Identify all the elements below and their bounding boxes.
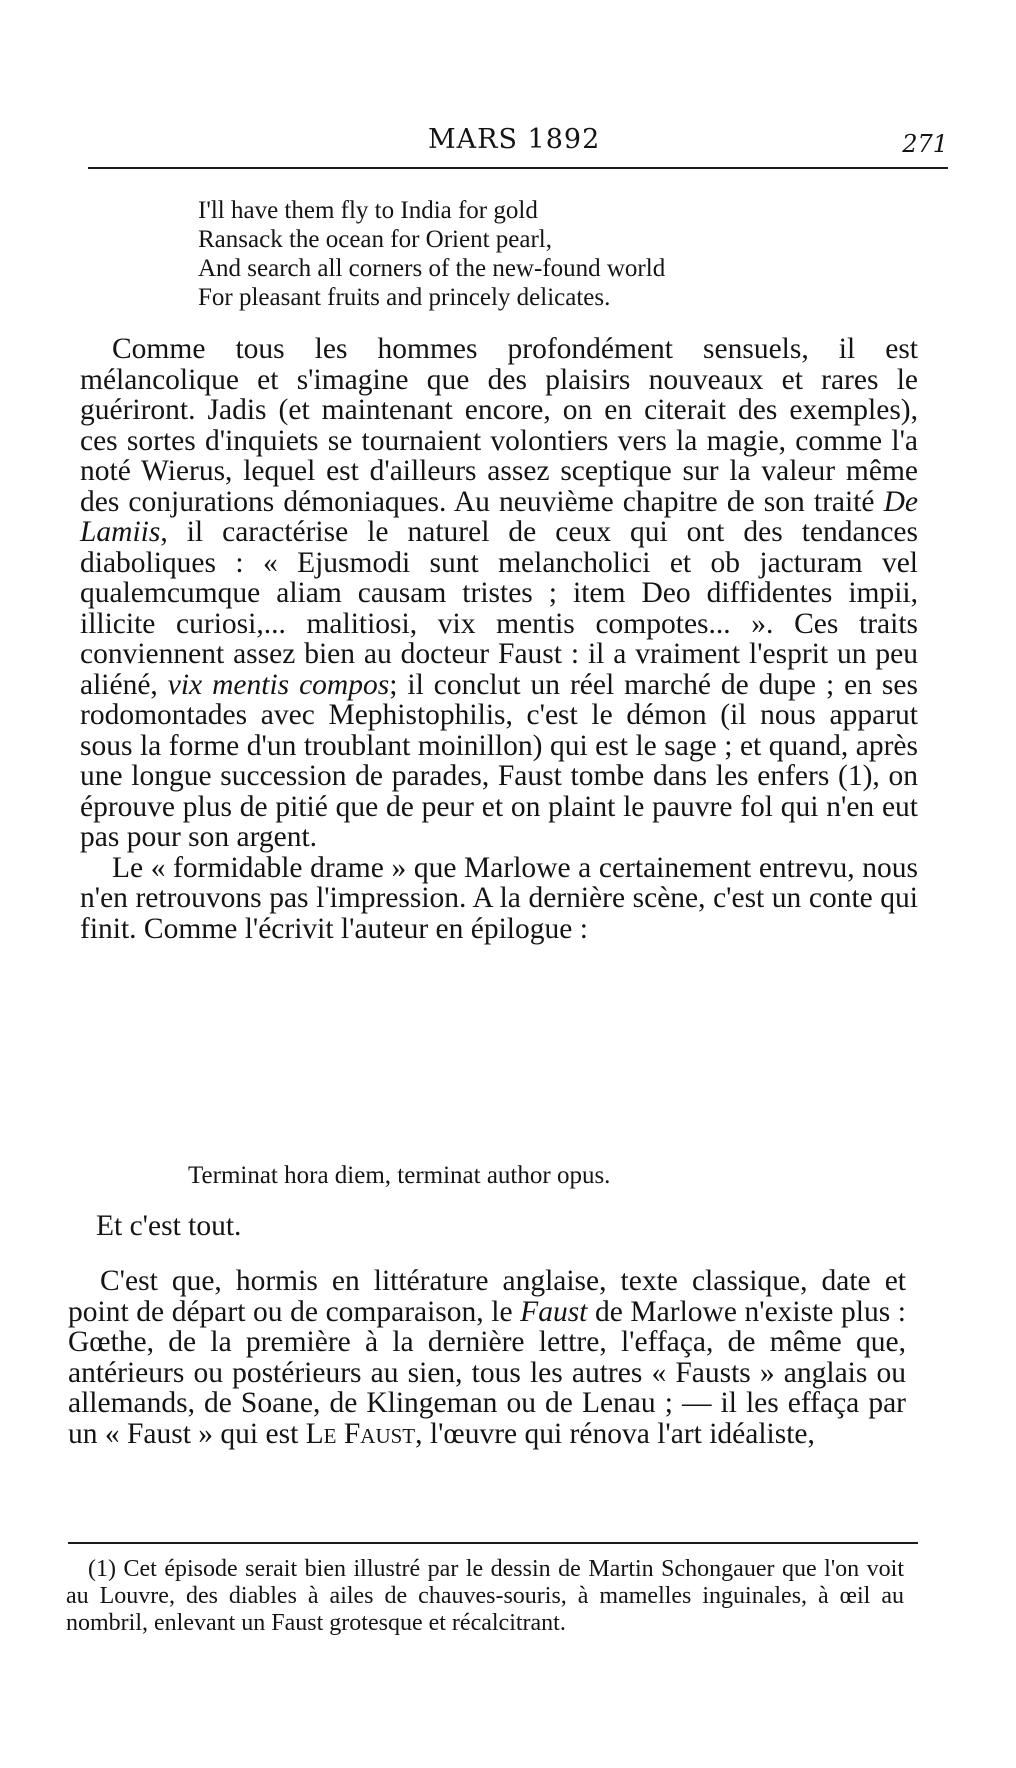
paragraph-drame: Le « formidable drame » que Marlowe a certainement entrevu, nous n'en retrouvons pas l'impression. A la dernière scène, c'est un conte qui finit. Comme l'écrivit l'auteur en épilogue : [80,851,918,945]
le-faust-small-caps: Le Faust [305,1417,416,1450]
verse-line: For pleasant fruits and princely delicates. [198,284,611,311]
paragraph-text: ; il conclut un réel marché de dupe ; en ses rodomontades avec Mephistophilis, c'est le démon (il nous apparut sous la forme d'un troublant moinillon) qui est le sage ; et quand, après une longue succession de parades, Faust tombe dans les enfers (1), on éprouve plus de pitié que de peur et on plaint le pauvre fol qui n'en eut pas pour son argent. [80,668,918,853]
verse-line: I'll have them fly to India for gold [198,197,538,224]
footnote [66,1556,904,1637]
page-number: 271 [902,130,948,158]
running-head: MARS 1892 [428,124,601,155]
paragraph-text: , l'œuvre qui rénova l'art idéaliste, [415,1417,815,1450]
header-rule [88,167,948,169]
verse-line: And search all corners of the new-found world [198,255,666,282]
footnote-text: (1) Cet épisode serait bien illustré par le dessin de Martin Schongauer que l'on voit au Louvre, des diables à ailes de chauves-souris, à mamelles inguinales, à œil au nombril, enlevant un Faust grotesque et récalcitrant. [66,1556,904,1636]
paragraph-melancholy [80,334,918,853]
paragraph-text: Comme tous les hommes profondément sensuels, il est mélancolique et s'imagine que des plaisirs nouveaux et rares le guériront. Jadis (et maintenant encore, on en citerait des exemples), ces sortes d'inquiets se tournaient volontiers vers la magie, comme l'a noté Wierus, lequel est d'ailleurs assez sceptique sur la valeur même des conjurations démoniaques. Au neuvième chapitre de son traité [80,333,918,518]
book-title-de-lamiis: De Lamiis [80,485,918,548]
paragraph-goethe [68,1266,906,1449]
latin-epilogue-quote: Terminat hora diem, terminat author opus. [188,1162,611,1189]
main-text [80,334,918,944]
book-title-faust: Faust [520,1295,588,1328]
paragraph-text: de Marlowe n'existe plus : Gœthe, de la première à la dernière lettre, l'effaça, de même que, antérieurs ou postérieurs au sien, tous les autres « Fausts » anglais ou allemands, de Soane, de Klingeman ou de Lenau ; — il les effaça par un « Faust » qui est [68,1295,906,1450]
closing-line: Et c'est tout. [96,1210,242,1242]
page-header [88,120,948,160]
paragraph-text: C'est que, hormis en littérature anglaise, texte classique, date et point de départ ou de comparaison, le [68,1265,906,1328]
main-text-continued [68,1266,906,1449]
verse-quotation [198,196,665,312]
verse-line: Ransack the ocean for Orient pearl, [198,226,553,253]
paragraph-text: , il caractérise le naturel de ceux qui ont des tendances diaboliques : « Ejusmodi sunt melancholici et ob jacturam vel qualemcumque aliam causam tristes ; item Deo diffidentes impii, illicite curiosi,... malitiosi, vix mentis compotes... ». Ces traits conviennent assez bien au docteur Faust : il a vraiment l'esprit un peu aliéné, [80,516,918,701]
footnote-rule [68,1542,918,1544]
latin-phrase: vix mentis compos [167,668,390,701]
